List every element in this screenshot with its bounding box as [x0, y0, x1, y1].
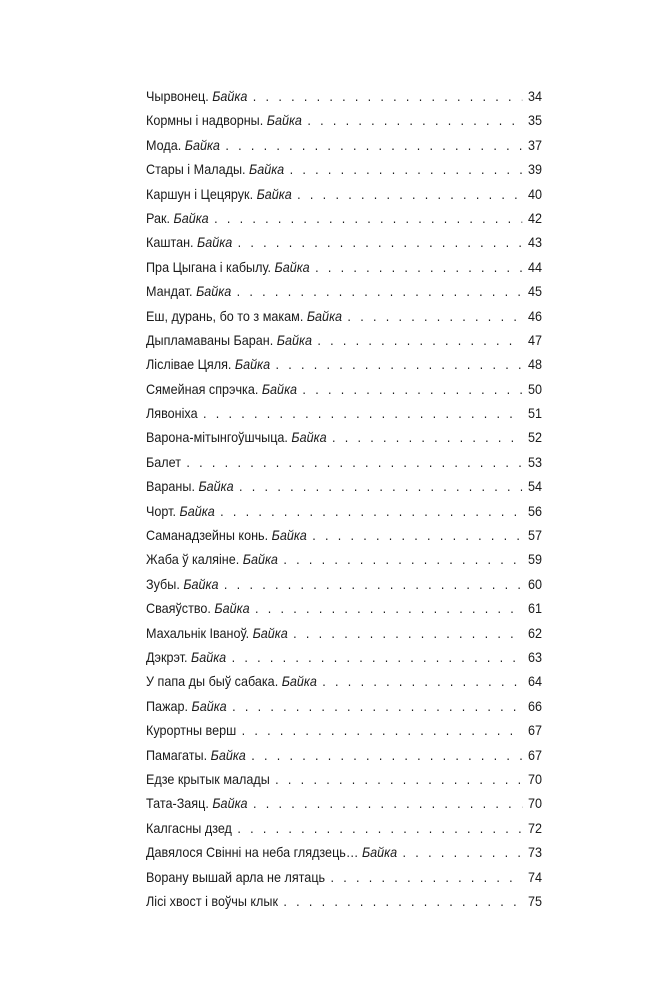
toc-entry	[146, 450, 542, 474]
toc-entry-title	[146, 791, 248, 815]
toc-entry	[146, 157, 542, 181]
toc-entry-title	[146, 328, 312, 352]
dot-leader	[307, 108, 522, 132]
toc-entry-genre: Байка	[212, 795, 248, 812]
toc-entry-page-number: 54	[527, 478, 542, 495]
dot-leader	[255, 596, 522, 620]
toc-entry-genre: Байка	[271, 527, 307, 544]
dot-leader	[283, 547, 522, 571]
toc-entry-title-text: Кормны і надворны.	[146, 112, 264, 129]
toc-entry	[146, 694, 542, 718]
toc-entry-genre: Байка	[266, 112, 302, 129]
toc-entry-title	[146, 547, 278, 571]
toc-entry	[146, 328, 542, 352]
toc-entry-genre: Байка	[214, 600, 250, 617]
toc-entry-page-number: 48	[527, 356, 542, 373]
dot-leader	[203, 401, 522, 425]
toc-entry-title-text: Дэкрэт.	[146, 648, 188, 665]
toc-entry	[146, 523, 542, 547]
dot-leader	[186, 450, 522, 474]
toc-entry-page-number: 73	[527, 844, 542, 861]
toc-entry-genre: Байка	[173, 209, 209, 226]
toc-entry-title-text: Чорт.	[146, 502, 177, 519]
toc-entry-page-number: 70	[527, 770, 542, 787]
toc-entry	[146, 425, 542, 449]
toc-entry	[146, 499, 542, 523]
toc-entry-title-text: Едзе крытык малады	[146, 770, 270, 787]
toc-entry-title-text: Балет	[146, 453, 182, 470]
toc-entry	[146, 669, 542, 693]
toc-entry-page-number: 43	[527, 234, 542, 251]
toc-entry-page-number: 34	[527, 88, 542, 104]
toc-entry-title-text: Калгасны дзед	[146, 819, 232, 836]
toc-entry-title	[146, 499, 215, 523]
toc-entry-title	[146, 255, 310, 279]
toc-entry	[146, 230, 542, 254]
toc-entry-title	[146, 840, 397, 864]
toc-entry-page-number: 40	[527, 185, 542, 202]
toc-entry-title-text: Варона-мітынгоўшчыца.	[146, 429, 288, 446]
toc-entry-page-number: 61	[527, 600, 542, 617]
toc-entry-title-text: Сямейная спрэчка.	[146, 380, 259, 397]
toc-entry-page-number: 60	[527, 575, 542, 592]
toc-entry-title-text: Курортны верш	[146, 722, 237, 739]
toc-entry-genre: Байка	[198, 478, 234, 495]
toc-entry	[146, 718, 542, 742]
toc-entry	[146, 474, 542, 498]
toc-entry-genre: Байка	[361, 844, 398, 861]
dot-leader	[253, 791, 522, 815]
toc-entry-page-number: 59	[527, 551, 542, 568]
toc-entry-page-number: 75	[527, 892, 542, 909]
toc-entry	[146, 108, 542, 132]
toc-entry-page-number: 57	[527, 527, 542, 544]
toc-entry-genre: Байка	[212, 88, 248, 104]
dot-leader	[312, 523, 522, 547]
toc-entry-genre: Байка	[191, 648, 227, 665]
toc-entry-genre: Байка	[242, 551, 278, 568]
dot-leader	[315, 255, 522, 279]
toc-entry-title	[146, 816, 232, 840]
toc-entry-title	[146, 84, 247, 108]
dot-leader	[237, 279, 523, 303]
toc-entry-genre: Байка	[261, 380, 298, 397]
toc-entry	[146, 206, 542, 230]
toc-entry-page-number: 70	[527, 795, 542, 812]
toc-entry-title	[146, 523, 307, 547]
toc-entry	[146, 304, 542, 328]
toc-entry-genre: Байка	[196, 283, 232, 300]
toc-entry-genre: Байка	[191, 697, 227, 714]
toc-entry-title	[146, 206, 209, 230]
toc-entry-title-text: Ворану вышай арла не лятаць	[146, 868, 326, 885]
toc-entry-genre: Байка	[249, 161, 285, 178]
dot-leader	[232, 694, 522, 718]
toc-entry-page-number: 47	[527, 331, 542, 348]
toc-entry-title-text: У папа ды быў сабака.	[146, 673, 279, 690]
toc-entry-page-number: 39	[527, 161, 542, 178]
toc-entry	[146, 547, 542, 571]
dot-leader	[239, 474, 522, 498]
toc-entry-title-text: Тата-Заяц.	[146, 795, 209, 812]
toc-entry-title	[146, 182, 292, 206]
toc-entry-genre: Байка	[234, 356, 271, 373]
toc-entry	[146, 645, 542, 669]
toc-entry-title	[146, 767, 270, 791]
toc-entry-title	[146, 450, 181, 474]
toc-entry-title-text: Дыпламаваны Баран.	[146, 331, 274, 348]
toc-entry-title-text: Пра Цыгана і кабылу.	[146, 258, 272, 275]
toc-entry-page-number: 56	[527, 502, 542, 519]
toc-entry-title	[146, 572, 219, 596]
toc-entry	[146, 255, 542, 279]
toc-entry	[146, 743, 542, 767]
toc-entry-title-text: Жаба ў каляіне.	[146, 551, 240, 568]
dot-leader	[237, 816, 522, 840]
toc-entry-title	[146, 645, 226, 669]
dot-leader	[347, 304, 522, 328]
toc-entry-title-text: Рак.	[146, 209, 171, 226]
toc-entry-title	[146, 621, 288, 645]
toc-entry-page-number: 37	[527, 136, 542, 153]
toc-entry-page-number: 52	[527, 429, 542, 446]
toc-entry-title	[146, 889, 278, 913]
toc-entry	[146, 621, 542, 645]
dot-leader	[331, 865, 523, 889]
toc-entry-genre: Байка	[256, 185, 292, 202]
toc-entry-title-text: Давялося Свінні на неба глядзець…	[146, 844, 359, 861]
toc-entry-title	[146, 425, 327, 449]
toc-entry-page-number: 67	[527, 746, 542, 763]
toc-entry	[146, 840, 542, 864]
dot-leader	[220, 499, 522, 523]
toc-entry-title-text: Мандат.	[146, 283, 193, 300]
toc-entry-title	[146, 596, 250, 620]
toc-entry-title	[146, 865, 325, 889]
dot-leader	[290, 157, 523, 181]
toc-entry-title-text: Стары і Малады.	[146, 161, 246, 178]
dot-leader	[297, 182, 522, 206]
toc-entry-title-text: Лісі хвост і воўчы клык	[146, 892, 278, 909]
toc-entry	[146, 401, 542, 425]
toc-entry-page-number: 42	[527, 209, 542, 226]
toc-entry-title-text: Каршун і Цецярук.	[146, 185, 254, 202]
dot-leader	[403, 840, 523, 864]
toc-entry	[146, 572, 542, 596]
table-of-contents	[146, 84, 542, 913]
toc-entry-page-number: 53	[527, 453, 542, 470]
toc-entry-title-text: Лявоніха	[146, 405, 198, 422]
dot-leader	[253, 84, 522, 108]
toc-entry-page-number: 46	[527, 307, 542, 324]
toc-entry-genre: Байка	[306, 307, 343, 324]
toc-entry-title	[146, 133, 220, 157]
toc-entry	[146, 791, 542, 815]
toc-entry-genre: Байка	[210, 746, 246, 763]
toc-entry	[146, 377, 542, 401]
toc-entry-title	[146, 230, 232, 254]
toc-entry	[146, 816, 542, 840]
toc-entry-genre: Байка	[179, 502, 215, 519]
toc-entry-page-number: 45	[527, 283, 542, 300]
toc-entry	[146, 352, 542, 376]
dot-leader	[251, 743, 522, 767]
toc-entry	[146, 133, 542, 157]
toc-entry-page-number: 51	[527, 405, 542, 422]
toc-entry-page-number: 63	[527, 648, 542, 665]
toc-entry-page-number: 62	[527, 624, 542, 641]
toc-entry-genre: Байка	[183, 575, 219, 592]
toc-entry-title-text: Каштан.	[146, 234, 194, 251]
toc-entry-title-text: Пажар.	[146, 697, 189, 714]
toc-entry-title	[146, 718, 236, 742]
toc-entry-title-text: Вараны.	[146, 478, 195, 495]
toc-entry	[146, 182, 542, 206]
dot-leader	[275, 767, 522, 791]
dot-leader	[225, 133, 522, 157]
toc-entry-title-text: Зубы.	[146, 575, 180, 592]
toc-entry-genre: Байка	[276, 331, 312, 348]
dot-leader	[302, 377, 522, 401]
dot-leader	[317, 328, 522, 352]
toc-entry-page-number: 64	[527, 673, 542, 690]
dot-leader	[224, 572, 522, 596]
toc-entry-page-number: 67	[527, 722, 542, 739]
dot-leader	[322, 669, 522, 693]
toc-entry-title-text: Махальнік Іваноў.	[146, 624, 250, 641]
toc-entry-genre: Байка	[252, 624, 288, 641]
toc-entry-genre: Байка	[197, 234, 233, 251]
dot-leader	[293, 621, 522, 645]
toc-entry-page-number: 50	[527, 380, 542, 397]
toc-entry-page-number: 66	[527, 697, 542, 714]
dot-leader	[332, 425, 522, 449]
toc-entry-title	[146, 304, 342, 328]
toc-entry	[146, 865, 542, 889]
toc-entry-title	[146, 669, 317, 693]
toc-entry-page-number: 74	[527, 868, 542, 885]
toc-entry-title	[146, 743, 246, 767]
toc-entry-title-text: Саманадзейны конь.	[146, 527, 269, 544]
toc-entry-title	[146, 474, 234, 498]
toc-entry-title-text: Сваяўство.	[146, 600, 211, 617]
toc-entry-title	[146, 401, 198, 425]
toc-entry-title	[146, 279, 231, 303]
toc-entry	[146, 767, 542, 791]
toc-entry	[146, 889, 542, 913]
toc-entry-page-number: 35	[527, 112, 542, 129]
toc-entry-title-text: Еш, дурань, бо то з макам.	[146, 307, 304, 324]
toc-entry-page-number: 44	[527, 258, 542, 275]
toc-entry	[146, 279, 542, 303]
toc-entry-title	[146, 694, 227, 718]
toc-entry-title	[146, 377, 297, 401]
toc-entry-title-text: Чырвонец.	[146, 88, 209, 104]
toc-entry-title-text: Памагаты.	[146, 746, 208, 763]
toc-entry-page-number: 72	[527, 819, 542, 836]
toc-entry-genre: Байка	[184, 136, 220, 153]
toc-entry-title	[146, 157, 284, 181]
dot-leader	[276, 352, 523, 376]
dot-leader	[242, 718, 523, 742]
dot-leader	[238, 230, 523, 254]
dot-leader	[214, 206, 522, 230]
toc-entry-genre: Байка	[274, 258, 310, 275]
toc-entry-title-text: Мода.	[146, 136, 182, 153]
toc-entry-genre: Байка	[281, 673, 317, 690]
toc-entry	[146, 84, 542, 108]
toc-entry	[146, 596, 542, 620]
dot-leader	[283, 889, 522, 913]
toc-entry-title	[146, 352, 270, 376]
toc-entry-genre: Байка	[291, 429, 327, 446]
toc-entry-title	[146, 108, 302, 132]
toc-entry-title-text: Ліслівае Цяля.	[146, 356, 232, 373]
dot-leader	[232, 645, 523, 669]
